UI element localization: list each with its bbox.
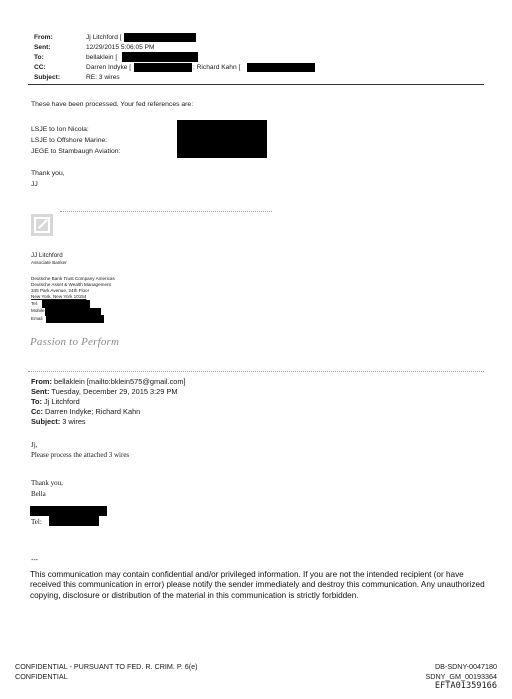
fwd-signoff: Bella [31, 490, 46, 498]
header-cc-row-2 [193, 64, 240, 72]
from-value: Jj Litchford [ [86, 34, 122, 41]
signature-line-1: Deutsche Bank Trust Company Americas [31, 276, 115, 281]
signature-line-2: Deutsche Asset & Wealth Management [31, 282, 111, 287]
redaction-box [124, 33, 196, 42]
signature-tagline: Passion to Perform [30, 336, 120, 348]
signature-divider [60, 211, 272, 212]
footer-bates-1: DB-SDNY-0047180 [434, 662, 497, 671]
from-label: From: [34, 34, 53, 41]
reply-intro: These have been processed. Your fed references are: [31, 101, 194, 108]
signature-email-label: Email [31, 316, 43, 321]
footer-confidential-rule: CONFIDENTIAL - PURSUANT TO FED. R. CRIM. P. 6(e) [15, 662, 198, 671]
cc-label: CC: [34, 64, 46, 71]
redaction-box [49, 516, 99, 526]
signature-name: JJ Litchford [31, 252, 63, 259]
signature-title: Associate Banker [31, 260, 67, 265]
header-to-row [34, 54, 117, 62]
fwd-from-label: From: [31, 377, 52, 386]
fwd-closing: Thank you, [31, 479, 63, 487]
fwd-body: Please process the attached 3 wires [31, 451, 130, 459]
fwd-subject-label: Subject: [31, 417, 61, 426]
fwd-from-value: bellaklein [mailto:bklein575@gmail.com] [54, 377, 186, 386]
cc-value-2: ; Richard Kahn [ [193, 64, 241, 71]
fwd-sent-row [31, 387, 178, 396]
subject-label: Subject: [34, 74, 61, 81]
cc-value-1: Darren Indyke [ [86, 64, 132, 71]
fwd-cc-row [31, 407, 140, 416]
redaction-box [134, 63, 192, 72]
forward-divider [28, 371, 484, 372]
header-from-row [34, 34, 122, 42]
footer-confidential: CONFIDENTIAL [15, 672, 68, 681]
redaction-box [42, 300, 90, 308]
header-cc-row [34, 64, 131, 72]
sent-value: 12/29/2015 5:06:05 PM [86, 44, 155, 51]
header-divider [28, 84, 484, 85]
header-sent-row [34, 44, 155, 52]
fwd-sent-label: Sent: [31, 387, 50, 396]
bank-logo-icon [31, 214, 53, 236]
fwd-greeting: Jj, [31, 441, 38, 449]
header-subject-row [34, 74, 120, 82]
fwd-to-label: To: [31, 397, 42, 406]
to-value: bellaklein [ [86, 54, 118, 61]
to-label: To: [34, 54, 44, 61]
fwd-sent-value: Tuesday, December 29, 2015 3:29 PM [51, 387, 178, 396]
signature-line-3: 345 Park Avenue, 24th Floor [31, 288, 90, 293]
signature-line-4: New York, New York 10154 [31, 294, 87, 299]
reply-initials: JJ [31, 181, 38, 188]
fwd-cc-label: Cc: [31, 407, 43, 416]
fed-reference-3: JEGE to Stambaugh Aviation: [31, 148, 121, 155]
fwd-to-row [31, 397, 80, 406]
fwd-tel-label: Tel: [31, 518, 42, 526]
signature-tel-label: Tel. [31, 301, 39, 306]
fwd-to-value: Jj Litchford [44, 397, 80, 406]
fwd-subject-row [31, 417, 86, 426]
subject-value: RE: 3 wires [86, 74, 120, 81]
redaction-box [46, 315, 104, 323]
redaction-box [122, 52, 198, 62]
footer-bates-3: EFTA01359166 [434, 681, 497, 691]
redaction-box [247, 63, 315, 72]
sent-label: Sent: [34, 44, 51, 51]
redaction-box [177, 120, 267, 158]
fwd-subject-value: 3 wires [62, 417, 86, 426]
reply-closing: Thank you, [31, 170, 65, 177]
disclaimer-dashes: --- [31, 557, 38, 564]
fed-reference-2: LSJE to Offshore Marine: [31, 137, 108, 144]
signature-mobile-label: Mobile [31, 308, 45, 313]
fwd-cc-value: Darren Indyke; Richard Kahn [44, 407, 141, 416]
disclaimer-text: This communication may contain confidential and/or privileged information. If you are not the intended recipient (or have received this communication in error) please notify the sender immediately and destroy this communication. Any unauthorized copying, disclosure or distribution of the material in this communication is strictly forbidden. [30, 570, 485, 600]
redaction-box [30, 506, 107, 516]
footer-bates-2: SDNY_GM_00193364 [425, 672, 497, 681]
fed-reference-1: LSJE to Ion Nicola: [31, 126, 89, 133]
fwd-from-row [31, 377, 186, 386]
